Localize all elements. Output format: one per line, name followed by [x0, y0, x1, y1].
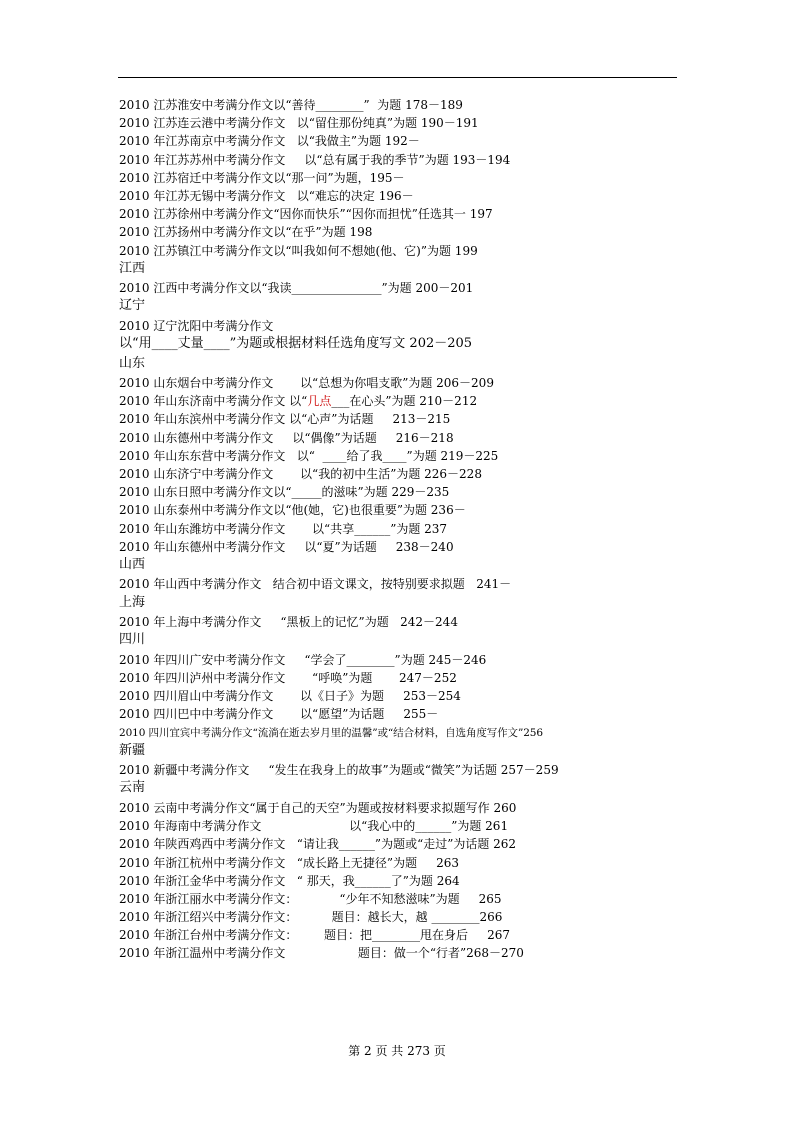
toc-entry: 2010 年四川广安中考满分作文 “学会了________”为题 245－246	[119, 652, 487, 667]
toc-entry: 2010 年四川泸州中考满分作文 “呼唤”为题 247－252	[119, 671, 457, 685]
toc-entry: 2010 江苏淮安中考满分作文以“善待________” 为题 178－189	[119, 98, 463, 112]
toc-entry: 2010 江西中考满分作文以“我读_______________”为题 200－201	[119, 281, 474, 296]
toc-entry: 2010 年江苏南京中考满分作文 以“我做主”为题 192－	[119, 134, 420, 149]
toc-entry-text: ___在心头”为题 210－212	[331, 394, 478, 409]
toc-entry: 2010 年浙江金华中考满分作文 “ 那天，我______了”为题 264	[119, 873, 460, 888]
toc-entry: 2010 年陕西鸡西中考满分作文 “请让我______”为题或“走过”为话题 262	[119, 837, 517, 852]
toc-entry: 2010 辽宁沈阳中考满分作文	[119, 318, 274, 333]
toc-entry: 2010 山东烟台中考满分作文 以“总想为你唱支歌”为题 206－209	[119, 376, 494, 391]
toc-entry: 2010 江苏宿迁中考满分作文以“那一问”为题，195－	[119, 170, 405, 185]
toc-entry: 2010 年江苏无锡中考满分作文 以“难忘的决定 196－	[119, 188, 414, 203]
toc-entry: 2010 年江苏苏州中考满分作文 以“总有属于我的季节”为题 193－194	[119, 152, 511, 167]
page-footer: 第 2 页 共 273 页	[348, 1044, 446, 1058]
toc-entry: 2010 四川宜宾中考满分作文“流淌在逝去岁月里的温馨”或“结合材料，自选角度写作文”256	[119, 726, 543, 739]
toc-entry: 2010 年山东滨州中考满分作文 以“心声”为话题 213－215	[119, 412, 451, 427]
header-rule	[118, 77, 677, 78]
toc-entry: 2010 年山东东营中考满分作文 以“ ____给了我____”为题 219－225	[119, 448, 499, 463]
toc-entry: 2010 年山东潍坊中考满分作文 以“共享______”为题 237	[119, 521, 448, 536]
toc-entry: 2010 四川巴中中考满分作文 以“愿望”为话题 255－	[119, 707, 439, 722]
toc-entry: 2010 云南中考满分作文“属于自己的天空”为题或按材料要求拟题写作 260	[119, 800, 517, 815]
toc-entry: 2010 年浙江丽水中考满分作文： “少年不知愁滋味”为题 265	[119, 891, 502, 906]
toc-entry: 2010 山东日照中考满分作文以“_____的滋味”为题 229－235	[119, 485, 450, 500]
section-heading: 新疆	[119, 742, 146, 758]
toc-entry: 2010 四川眉山中考满分作文 以《日子》为题 253－254	[119, 689, 461, 704]
section-heading: 以“用____丈量____”为题或根据材料任选角度写文 202－205	[119, 336, 473, 352]
toc-entry: 2010 年上海中考满分作文 “黑板上的记忆”为题 242－244	[119, 615, 458, 630]
section-heading: 四川	[119, 632, 146, 648]
toc-entry: 2010 江苏扬州中考满分作文以“在乎”为题 198	[119, 225, 373, 240]
toc-entry-text: 2010 年山东济南中考满分作文 以“	[119, 394, 308, 409]
section-heading: 上海	[119, 594, 146, 610]
section-heading: 山西	[119, 556, 146, 572]
toc-entry: 2010 山东泰州中考满分作文以“他(她，它)也很重要”为题 236－	[119, 503, 466, 518]
toc-entry: 2010 山东德州中考满分作文 以“偶像”为话题 216－218	[119, 430, 454, 445]
toc-entry: 2010 山东济宁中考满分作文 以“我的初中生活”为题 226－228	[119, 467, 482, 481]
section-heading: 山东	[119, 355, 146, 371]
toc-entry: 2010 年浙江台州中考满分作文： 题目：把________甩在身后 267	[119, 928, 511, 943]
toc-entry: 2010 新疆中考满分作文 “发生在我身上的故事”为题或“微笑”为话题 257－259	[119, 763, 559, 778]
section-heading: 云南	[119, 780, 146, 796]
table-of-contents	[119, 96, 699, 963]
toc-entry: 2010 年浙江温州中考满分作文 题目：做一个“行者”268－270	[119, 946, 524, 961]
toc-entry: 2010 江苏连云港中考满分作文 以“留住那份纯真”为题 190－191	[119, 116, 479, 131]
section-heading: 辽宁	[119, 298, 146, 314]
section-heading: 江西	[119, 260, 146, 276]
toc-entry: 2010 年浙江绍兴中考满分作文： 题目：越长大，越 ________266	[119, 910, 503, 925]
toc-entry: 2010 江苏徐州中考满分作文“因你而快乐”“因你而担忧”任选其一 197	[119, 207, 493, 222]
toc-entry: 2010 年浙江杭州中考满分作文 “成长路上无捷径”为题 263	[119, 855, 460, 870]
toc-entry: 2010 年山西中考满分作文 结合初中语文课文，按特别要求拟题 241－	[119, 577, 512, 592]
highlighted-text: 几点	[307, 394, 332, 409]
toc-entry: 2010 年山东德州中考满分作文 以“夏”为话题 238－240	[119, 539, 454, 554]
toc-entry: 2010 江苏镇江中考满分作文以“叫我如何不想她(他、它)”为题 199	[119, 243, 478, 258]
toc-entry: 2010 年海南中考满分作文 以“我心中的______”为题 261	[119, 819, 509, 834]
toc-entry	[119, 392, 699, 410]
